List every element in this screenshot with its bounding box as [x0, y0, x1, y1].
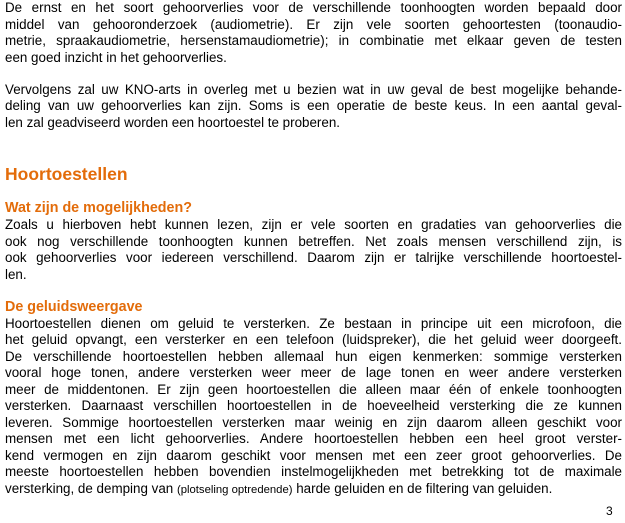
text-line: Hoortoestellen dienen om geluid te versterken. Ze bestaan in principe uit een microfoon, die: [5, 315, 622, 331]
text-line: meer de middentonen. Er zijn geen hoortoestellen die alleen maar één of enkele toonhoogten: [5, 381, 622, 397]
text-line: mensen met een licht gehoorverlies. Andere hoortoestellen hebben een heel groot verster-: [5, 431, 622, 446]
text-segment: harde geluiden en de filtering van geluiden.: [292, 480, 553, 496]
text-line-last: [5, 481, 622, 498]
heading-spacer: [5, 184, 622, 200]
text-line: deling van uw gehoorverlies kan zijn. Soms is een operatie de beste keus. In een aantal geval-: [5, 98, 622, 113]
text-segment: versterking, de demping van: [5, 480, 177, 496]
text-line: len.: [5, 266, 27, 282]
subsection-heading-options: Wat zijn de mogelijkheden?: [5, 200, 192, 216]
section-spacer: [5, 131, 622, 164]
text-line: len zal geadviseerd worden een hoortoestel te proberen.: [5, 114, 340, 130]
text-line: versterken. Daarnaast verschillen hoortoestellen in de hoeveelheid versterking die ze kunnen: [5, 398, 622, 413]
paragraph-spacer: [5, 66, 622, 82]
section-title: Hoortoestellen: [5, 164, 128, 184]
text-line: het geluid opvangt, een versterker en een telefoon (luidspreker), die het geluid weer doorgeeft.: [5, 332, 622, 347]
page-number: 3: [606, 504, 613, 518]
text-line: vooral hoge tonen, andere versterken weer meer de lage tonen en weer andere versterken: [5, 365, 622, 380]
text-line: metrie, spraakaudiometrie, hersenstamaudiometrie); in combinatie met elkaar geven de testen: [5, 33, 622, 48]
text-line: Zoals u hierboven hebt kunnen lezen, zijn er vele soorten en gradaties van gehoorverlies die: [5, 217, 622, 232]
text-line: Vervolgens zal uw KNO-arts in overleg met u bezien wat in uw geval de best mogelijke behande-: [5, 81, 622, 97]
text-line: middel van gehooronderzoek (audiometrie). Er zijn vele soorten gehoortesten (toonaudio-: [5, 16, 622, 32]
text-line: leveren. Sommige hoortoestellen versterken maar weinig en zijn daarom alleen geschikt voor: [5, 414, 622, 430]
text-line: De ernst en het soort gehoorverlies voor de verschillende toonhoogten worden bepaald door: [5, 0, 622, 15]
text-line: ook gehoorverlies voor iedereen verschillend. Daarom zijn er talrijke verschillende hoortoestel-: [5, 250, 622, 265]
text-line: ook nog verschillende toonhoogten kunnen betreffen. Net zoals mensen verschillend zijn, is: [5, 233, 622, 249]
text-line: kend vermogen en zijn daarom geschikt voor mensen met een zeer groot gehoorverlies. De: [5, 447, 622, 463]
text-segment-small: (plotseling optredende): [176, 483, 293, 496]
subsection-heading-sound: De geluidsweergave: [5, 298, 143, 315]
text-line: meeste hoortoestellen hebben bovendien instelmogelijkheden met betrekking tot de maximale: [5, 464, 622, 479]
options-paragraph: [5, 217, 622, 283]
text-line: De verschillende hoortoestellen hebben allemaal hun eigen kenmerken: sommige versterken: [5, 348, 622, 364]
sound-paragraph: [5, 316, 622, 498]
intro-paragraph-1: [5, 0, 622, 66]
document-page: [5, 0, 622, 497]
text-line: een goed inzicht in het gehoorverlies.: [5, 49, 227, 65]
intro-paragraph-2: [5, 82, 622, 132]
paragraph-spacer: [5, 283, 622, 299]
